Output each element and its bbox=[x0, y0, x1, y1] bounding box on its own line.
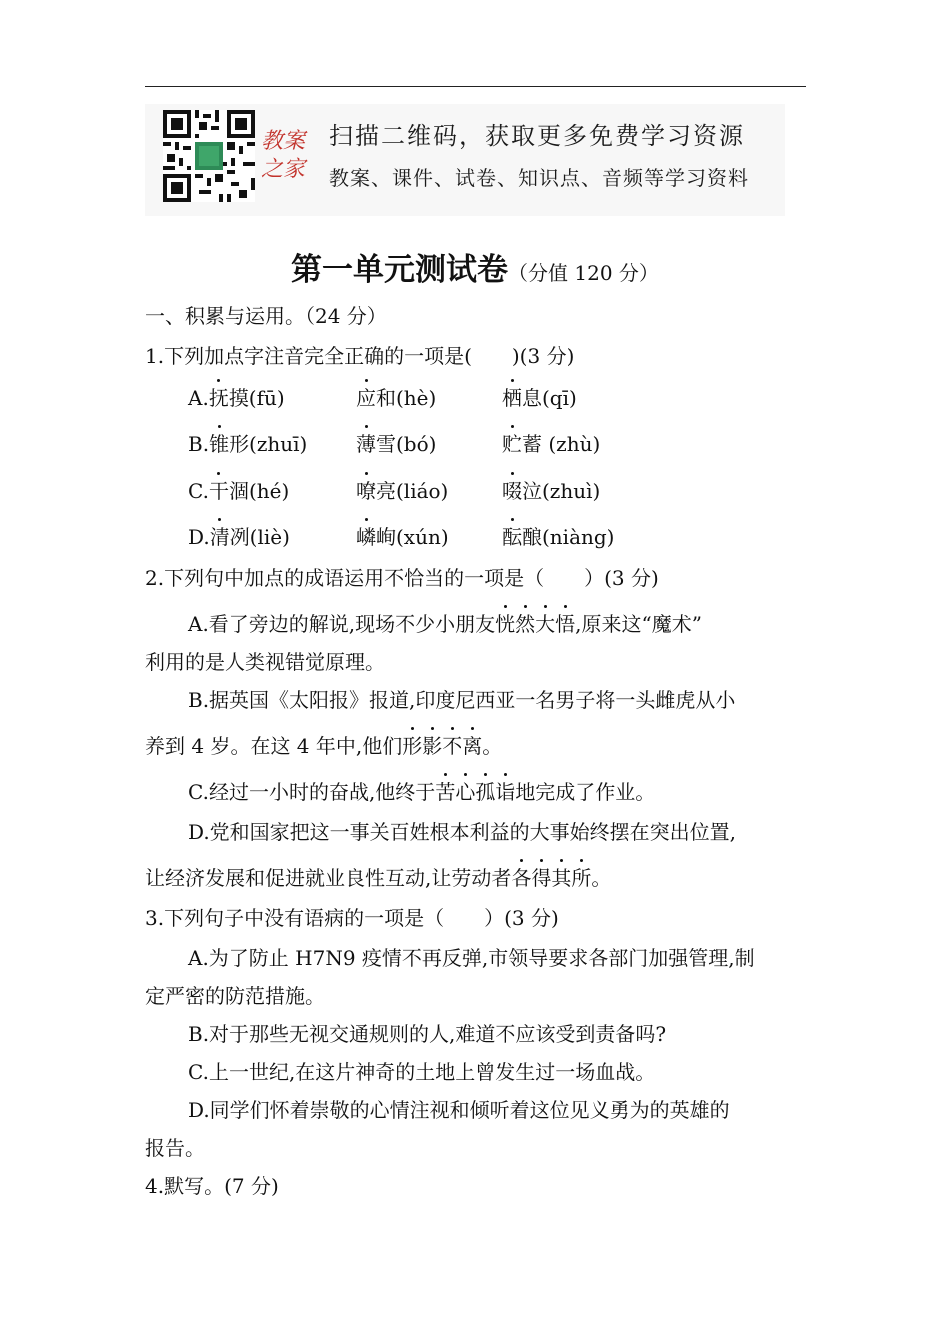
qr-code-icon bbox=[163, 110, 255, 202]
option-text: 泣(zhuì) bbox=[522, 479, 601, 503]
question-2-stem: 2.下列句中加点的成语运用不恰当的一项是（ ）(3 分) bbox=[145, 566, 659, 590]
dotted-char: 清 bbox=[209, 525, 230, 549]
q2-option-c bbox=[188, 780, 655, 804]
banner-headline: 扫描二维码，获取更多免费学习资源 bbox=[329, 122, 745, 150]
q2-option-d-line1: D.党和国家把这一事关百姓根本利益的大事始终摆在突出位置, bbox=[188, 820, 737, 844]
q1-option-item bbox=[188, 386, 285, 410]
dotted-char: 啜 bbox=[502, 479, 522, 503]
question-1-stem: 1.下列加点字注音完全正确的一项是( )(3 分) bbox=[145, 344, 575, 368]
option-letter: B. bbox=[188, 432, 210, 456]
dotted-char: 各 bbox=[511, 866, 532, 890]
option-letter: A. bbox=[188, 386, 209, 410]
option-text: 蓄 (zhù) bbox=[522, 432, 601, 456]
q1-option-item bbox=[356, 525, 449, 549]
dotted-char: 应 bbox=[356, 386, 376, 410]
dotted-char: 所 bbox=[571, 866, 592, 890]
banner-subline: 教案、课件、试卷、知识点、音频等学习资料 bbox=[329, 166, 749, 190]
q2-option-b-line1: B.据英国《太阳报》报道,印度尼西亚一名男子将一头雌虎从小 bbox=[188, 688, 736, 712]
dotted-char: 苦 bbox=[435, 780, 456, 804]
section-heading: 一、积累与运用。（24 分） bbox=[145, 304, 387, 328]
q2-option-a-line2: 利用的是人类视错觉原理。 bbox=[145, 650, 385, 674]
q1-option-item bbox=[502, 479, 600, 503]
dotted-char: 形 bbox=[402, 734, 423, 758]
q2-d-text: 让经济发展和促进就业良性互动,让劳动者 bbox=[145, 866, 512, 890]
q2-b-text-end: 。 bbox=[482, 734, 503, 758]
q1-option-item bbox=[502, 525, 615, 549]
dotted-char: 嶙 bbox=[356, 525, 376, 549]
q2-option-d-line2 bbox=[145, 866, 611, 890]
dotted-char: 离 bbox=[462, 734, 483, 758]
dotted-char: 恍 bbox=[495, 612, 516, 636]
dotted-char: 大 bbox=[535, 612, 556, 636]
q2-a-text-end: ,原来这“魔术” bbox=[575, 612, 702, 636]
question-4-stem: 4.默写。(7 分) bbox=[145, 1174, 279, 1198]
q1-option-item bbox=[188, 479, 289, 503]
q2-option-a-line1 bbox=[188, 612, 702, 636]
dotted-char: 抚 bbox=[208, 386, 229, 410]
option-text: 雪(bó) bbox=[376, 432, 437, 456]
q3-option-d-line2: 报告。 bbox=[145, 1136, 205, 1160]
option-text: 摸(fū) bbox=[228, 386, 285, 410]
dotted-char: 栖 bbox=[502, 386, 522, 410]
q1-option-item bbox=[188, 432, 307, 456]
promo-banner bbox=[145, 104, 785, 216]
q2-c-text: C.经过一小时的奋战,他终于 bbox=[188, 780, 436, 804]
dotted-char: 其 bbox=[551, 866, 572, 890]
dotted-char: 贮 bbox=[502, 432, 522, 456]
top-rule bbox=[145, 86, 806, 87]
option-text: 冽(liè) bbox=[229, 525, 290, 549]
option-letter: D. bbox=[188, 525, 210, 549]
exam-title: 第一单元测试卷 bbox=[291, 252, 509, 288]
logo-line-2: 之家 bbox=[261, 157, 306, 182]
dotted-char: 嘹 bbox=[356, 479, 376, 503]
dotted-char: 锥 bbox=[209, 432, 230, 456]
q3-option-a-line1: A.为了防止 H7N9 疫情不再反弹,市领导要求各部门加强管理,制 bbox=[188, 946, 755, 970]
page-title bbox=[0, 244, 950, 289]
dotted-char: 不 bbox=[442, 734, 463, 758]
dotted-char: 影 bbox=[422, 734, 443, 758]
option-text: 峋(xún) bbox=[376, 525, 449, 549]
option-text: 形(zhuī) bbox=[229, 432, 308, 456]
dotted-char: 诣 bbox=[495, 780, 516, 804]
dotted-char: 酝 bbox=[502, 525, 522, 549]
dotted-char: 孤 bbox=[475, 780, 496, 804]
option-text: 亮(liáo) bbox=[376, 479, 449, 503]
q2-c-text-end: 地完成了作业。 bbox=[515, 780, 656, 804]
option-letter: C. bbox=[188, 479, 209, 503]
q1-option-item bbox=[356, 479, 448, 503]
q2-a-dotted bbox=[495, 612, 575, 636]
q1-option-item bbox=[502, 432, 600, 456]
option-text: 酿(niàng) bbox=[522, 525, 615, 549]
question-3-stem: 3.下列句子中没有语病的一项是（ ）(3 分) bbox=[145, 906, 559, 930]
q3-option-b: B.对于那些无视交通规则的人,难道不应该受到责备吗? bbox=[188, 1022, 667, 1046]
q1-option-item bbox=[502, 386, 577, 410]
q1-option-item bbox=[188, 525, 290, 549]
site-logo bbox=[261, 128, 321, 190]
q2-a-text: A.看了旁边的解说,现场不少小朋友 bbox=[188, 612, 496, 636]
q2-b-text: 养到 4 岁。在这 4 年中,他们 bbox=[145, 734, 403, 758]
dotted-char: 薄 bbox=[356, 432, 376, 456]
q1-option-item bbox=[356, 386, 436, 410]
option-text: 息(qī) bbox=[522, 386, 577, 410]
option-text: 涸(hé) bbox=[228, 479, 290, 503]
dotted-char: 悟 bbox=[555, 612, 576, 636]
q2-option-b-line2 bbox=[145, 734, 502, 758]
q3-option-d-line1: D.同学们怀着崇敬的心情注视和倾听着这位见义勇为的英雄的 bbox=[188, 1098, 730, 1122]
option-text: 和(hè) bbox=[376, 386, 437, 410]
score-note: （分值 120 分） bbox=[508, 261, 659, 285]
dotted-char: 干 bbox=[208, 479, 229, 503]
dotted-char: 然 bbox=[515, 612, 536, 636]
q3-option-a-line2: 定严密的防范措施。 bbox=[145, 984, 325, 1008]
dotted-char: 心 bbox=[455, 780, 476, 804]
q2-d-text-end: 。 bbox=[591, 866, 612, 890]
q1-option-item bbox=[356, 432, 436, 456]
dotted-char: 得 bbox=[531, 866, 552, 890]
q3-option-c: C.上一世纪,在这片神奇的土地上曾发生过一场血战。 bbox=[188, 1060, 656, 1084]
logo-line-1: 教案 bbox=[261, 129, 306, 154]
